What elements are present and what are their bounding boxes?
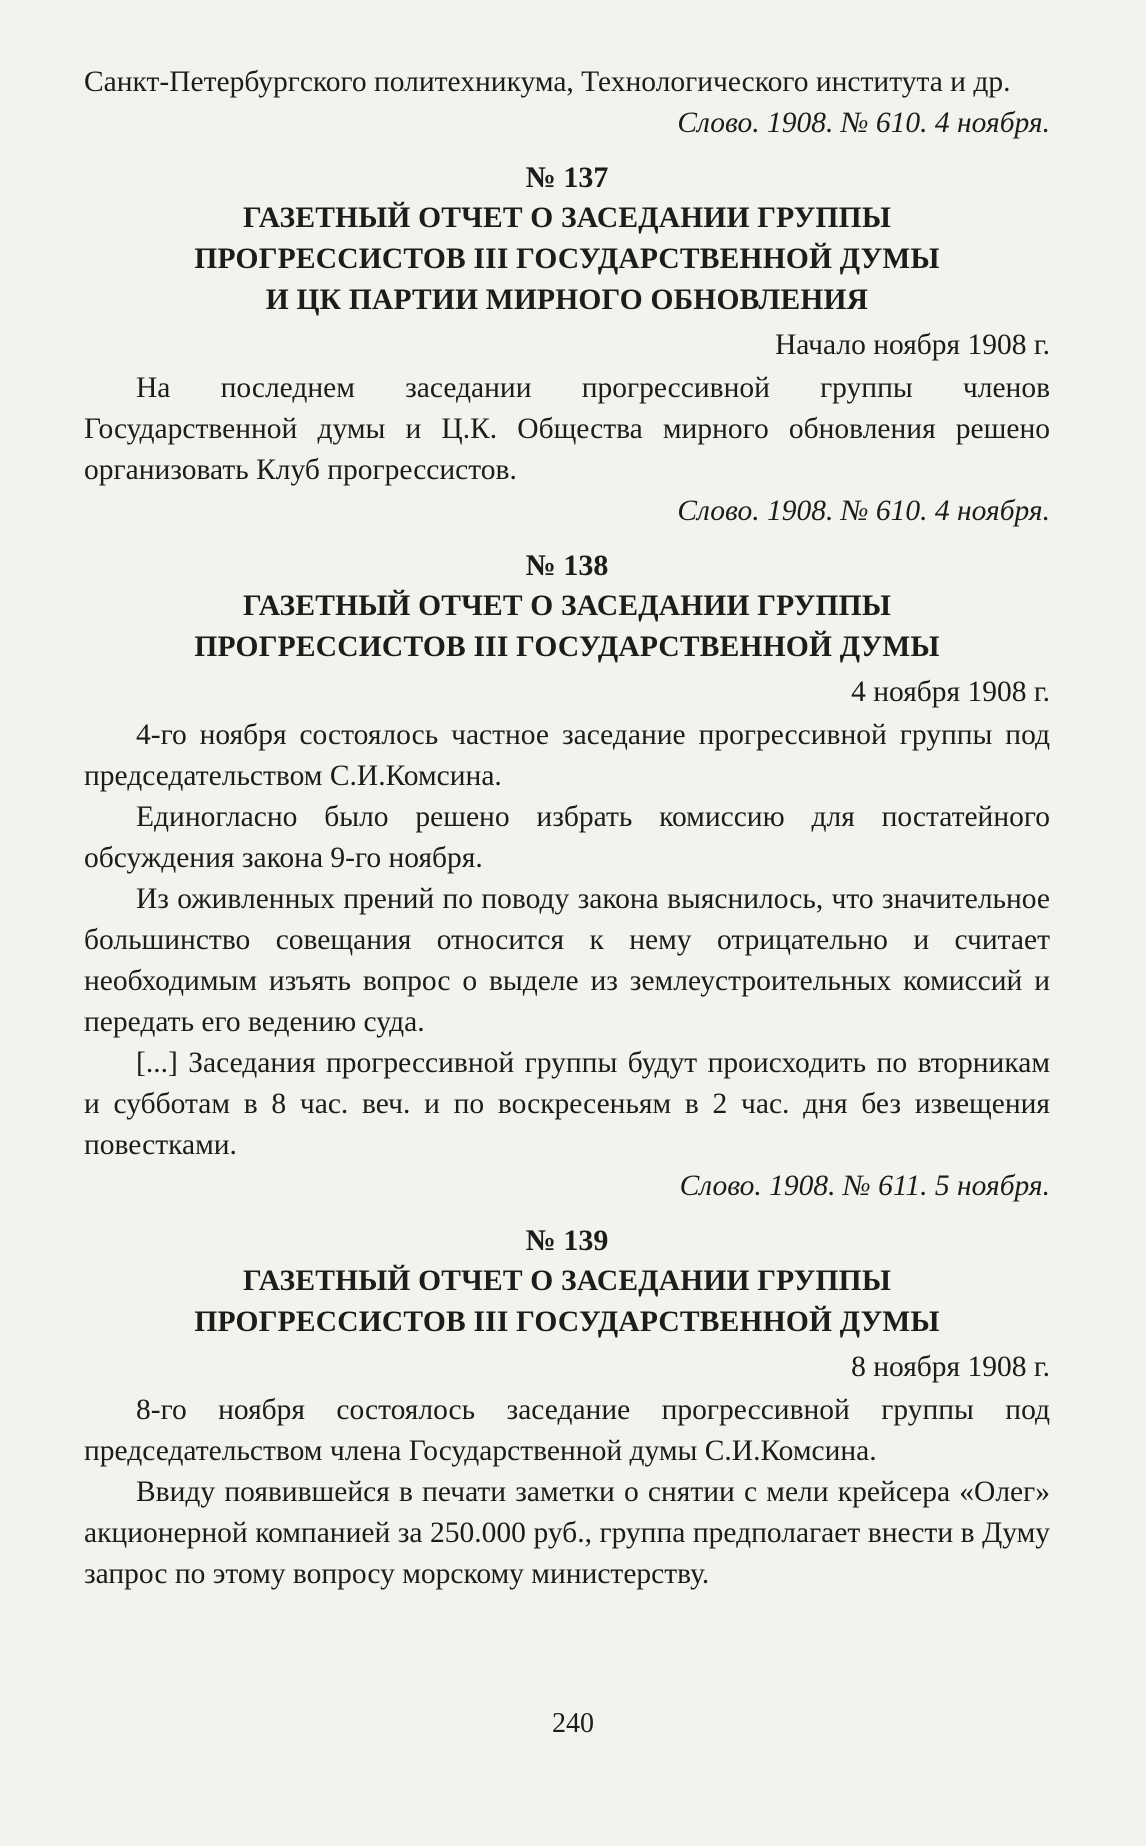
paragraph: Из оживленных прений по поводу закона выяснилось, что значительное большинство совещания относится к нему отрицательно и считает необходимым изъять вопрос о выделе из землеустроительных комиссий и передать его ведению суда. bbox=[84, 883, 1050, 1038]
paragraph: 8-го ноября состоялось заседание прогрессивной группы под председательством члена Государственной думы С.И.Комсина. bbox=[84, 1394, 1050, 1467]
document-source: Слово. 1908. № 610. 4 ноября. bbox=[677, 495, 1050, 527]
document-date: 8 ноября 1908 г. bbox=[851, 1351, 1050, 1383]
document-title-line: И ЦК ПАРТИИ МИРНОГО ОБНОВЛЕНИЯ bbox=[265, 284, 869, 316]
page-number: 240 bbox=[552, 1708, 594, 1739]
document-date: 4 ноября 1908 г. bbox=[851, 676, 1050, 708]
paragraph: [...] Заседания прогрессивной группы будут происходить по вторникам и субботам в 8 час. веч. и по воскресеньям в 2 час. дня без извещения повестками. bbox=[84, 1047, 1050, 1161]
document-138 bbox=[84, 546, 1050, 1207]
document-title-line: ПРОГРЕССИСТОВ III ГОСУДАРСТВЕННОЙ ДУМЫ bbox=[194, 631, 940, 663]
document-number: № 137 bbox=[525, 161, 609, 194]
document-number: № 138 bbox=[525, 549, 609, 582]
document-number: № 139 bbox=[525, 1224, 609, 1257]
document-title-line: ПРОГРЕССИСТОВ III ГОСУДАРСТВЕННОЙ ДУМЫ bbox=[194, 243, 940, 275]
paragraph: Ввиду появившейся в печати заметки о снятии с мели крейсера «Олег» акционерной компанией за 250.000 руб., группа предполагает внести в Думу запрос по этому вопросу морскому министерству. bbox=[84, 1476, 1050, 1590]
paragraph: 4-го ноября состоялось частное заседание прогрессивной группы под председательством С.И.Комсина. bbox=[84, 719, 1050, 792]
document-title-line: ГАЗЕТНЫЙ ОТЧЕТ О ЗАСЕДАНИИ ГРУППЫ bbox=[243, 202, 891, 234]
paragraph: На последнем заседании прогрессивной группы членов Государственной думы и Ц.К. Общества мирного обновления решено организовать Клуб прогрессистов. bbox=[84, 372, 1050, 486]
document-137 bbox=[84, 158, 1050, 532]
document-139 bbox=[84, 1221, 1050, 1595]
intro-text: Санкт-Петербургского политехникума, Технологического института и др. bbox=[84, 66, 1011, 98]
document-source: Слово. 1908. № 611. 5 ноября. bbox=[679, 1170, 1050, 1202]
intro-source: Слово. 1908. № 610. 4 ноября. bbox=[677, 107, 1050, 139]
document-date: Начало ноября 1908 г. bbox=[774, 329, 1050, 361]
document-title-line: ПРОГРЕССИСТОВ III ГОСУДАРСТВЕННОЙ ДУМЫ bbox=[194, 1306, 940, 1338]
document-title-line: ГАЗЕТНЫЙ ОТЧЕТ О ЗАСЕДАНИИ ГРУППЫ bbox=[243, 590, 891, 622]
document-title-line: ГАЗЕТНЫЙ ОТЧЕТ О ЗАСЕДАНИИ ГРУППЫ bbox=[243, 1265, 891, 1297]
paragraph: Единогласно было решено избрать комиссию для постатейного обсуждения закона 9-го ноября. bbox=[84, 801, 1050, 874]
